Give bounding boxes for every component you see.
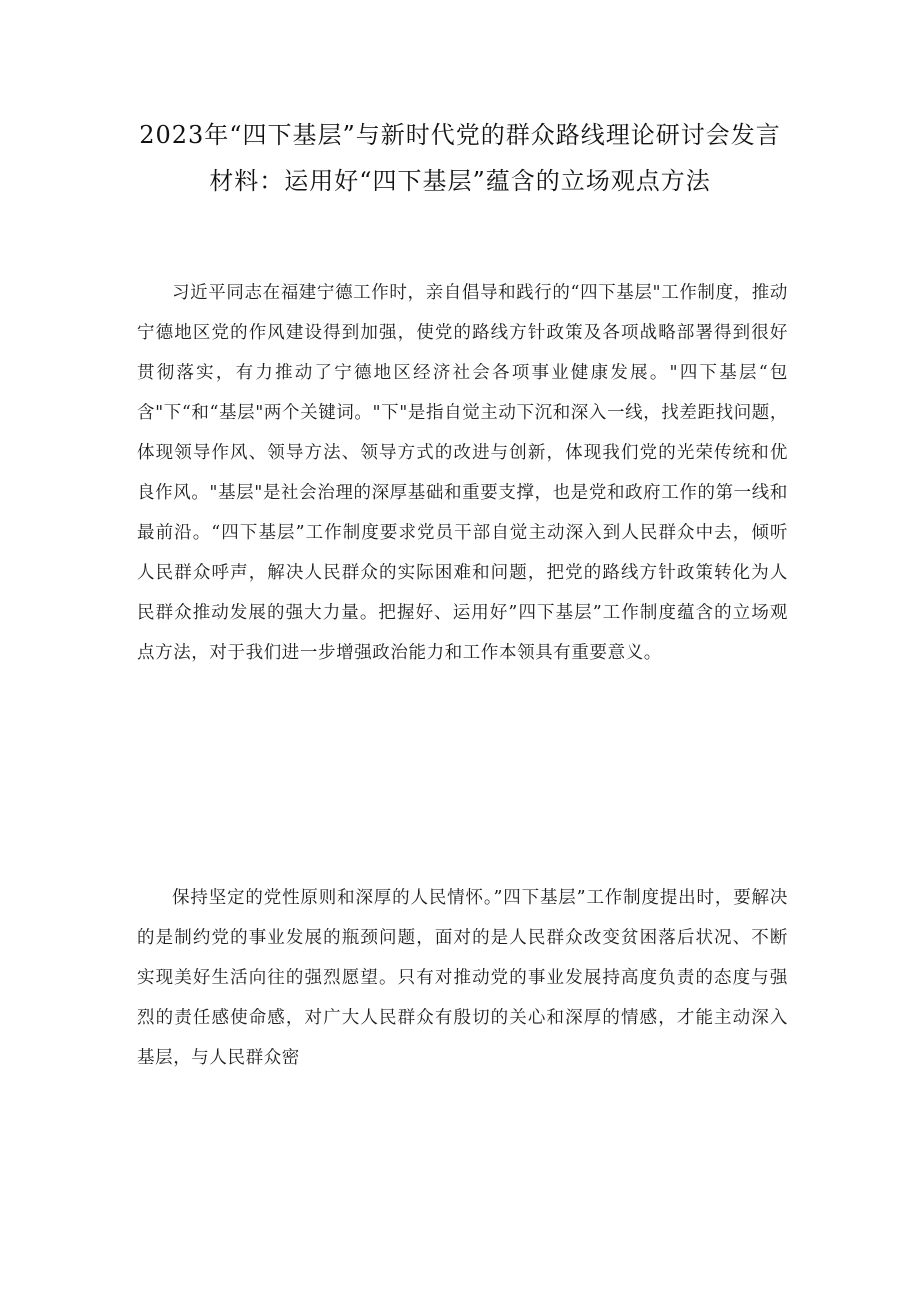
document-title: 2023年“四下基层”与新时代党的群众路线理论研讨会发言材料：运用好“四下基层”蕴含的立场观点方法 bbox=[139, 121, 781, 195]
body-paragraph-2: 保持坚定的党性原则和深厚的人民情怀。”四下基层”工作制度提出时，要解决的是制约党的事业发展的瓶颈问题，面对的是人民群众改变贫困落后状况、不断实现美好生活向往的强烈愿望。只有对推动党的事业发展持高度负责的态度与强烈的责任感使命感，对广大人民群众有殷切的关心和深厚的情感，才能主动深入基层，与人民群众密 bbox=[137, 888, 788, 1068]
body-paragraph-1: 习近平同志在福建宁德工作时，亲自倡导和践行的“四下基层"工作制度，推动宁德地区党的作风建设得到加强，使党的路线方针政策及各项战略部署得到很好贯彻落实，有力推动了宁德地区经济社会各项事业健康发展。"四下基层“包含"下“和“基层"两个关键词。"下"是指自觉主动下沉和深入一线，找差距找问题，体现领导作风、领导方法、领导方式的改进与创新，体现我们党的光荣传统和优良作风。"基层"是社会治理的深厚基础和重要支撑，也是党和政府工作的第一线和最前沿。“四下基层”工作制度要求党员干部自觉主动深入到人民群众中去，倾听人民群众呼声，解决人民群众的实际困难和问题，把党的路线方针政策转化为人民群众推动发展的强大力量。把握好、运用好”四下基层”工作制度蕴含的立场观点方法，对于我们进一步增强政治能力和工作本领具有重要意义。 bbox=[137, 283, 788, 663]
